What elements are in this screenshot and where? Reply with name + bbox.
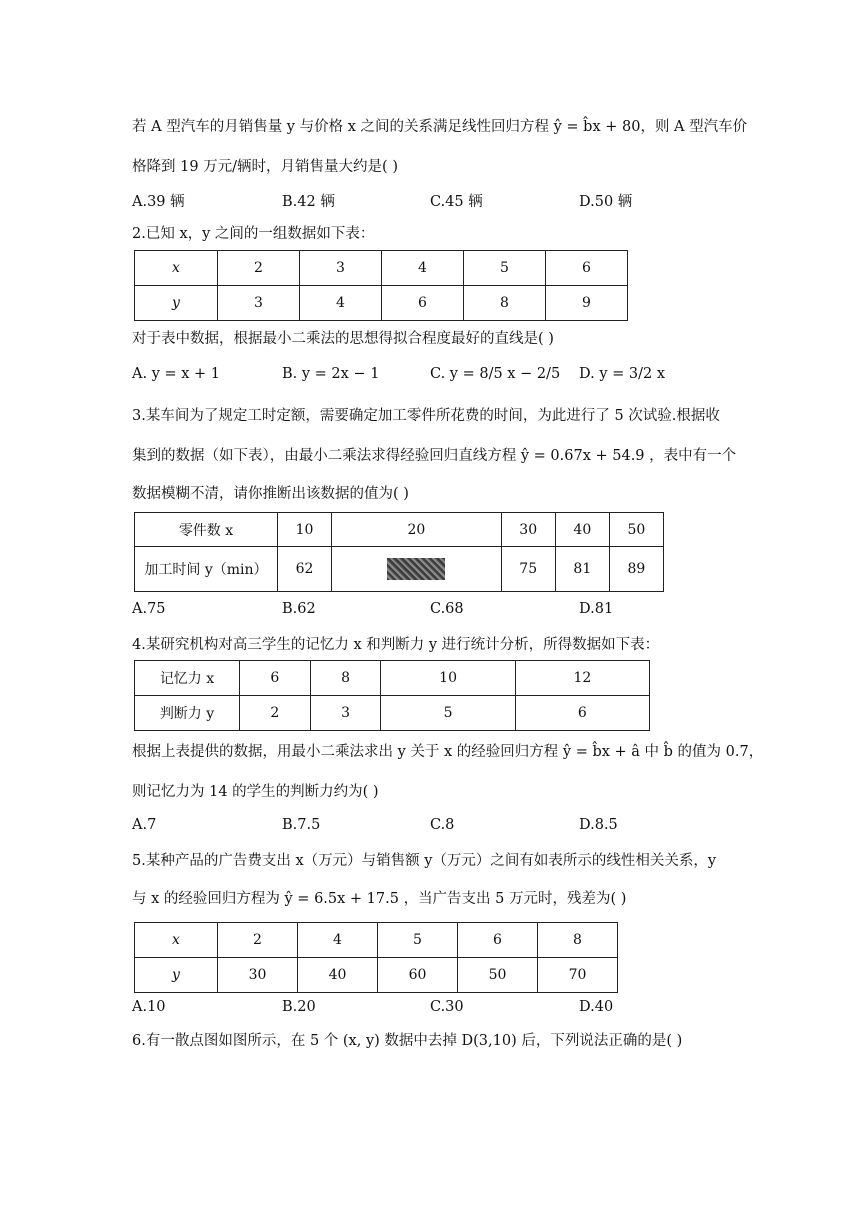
q4-line-2: 则记忆力为 14 的学生的判断力约为( ) <box>132 784 379 800</box>
q5-option-d: D.40 <box>579 999 614 1015</box>
table-row <box>135 661 650 696</box>
q4-option-c: C.8 <box>430 817 455 833</box>
q2-option-b: B. y = 2x − 1 <box>282 366 380 382</box>
q5-option-b: B.20 <box>282 999 316 1015</box>
table-cell: 4 <box>298 923 378 958</box>
q2-option-c: C. y = 8/5 x − 2/5 <box>430 366 561 382</box>
table-cell: x <box>135 923 218 958</box>
table-cell: 81 <box>555 547 609 592</box>
q3-option-a: A.75 <box>132 601 166 617</box>
q3-line-1: 3.某车间为了规定工时定额，需要确定加工零件所花费的时间，为此进行了 5 次试验.根据收 <box>132 408 720 424</box>
table-cell: 8 <box>538 923 618 958</box>
blurred-cell <box>332 547 502 592</box>
q4-option-b: B.7.5 <box>282 817 321 833</box>
q5-option-c: C.30 <box>430 999 464 1015</box>
q3-option-c: C.68 <box>430 601 464 617</box>
table-cell: 10 <box>381 661 515 696</box>
q4-line-1: 根据上表提供的数据，用最小二乘法求出 y 关于 x 的经验回归方程 ŷ = b̂x + â 中 b̂ 的值为 0.7， <box>132 744 764 760</box>
table-cell: 5 <box>378 923 458 958</box>
table-cell: 50 <box>458 958 538 993</box>
q2-stem: 2.已知 x，y 之间的一组数据如下表： <box>132 226 375 242</box>
table-cell: 6 <box>458 923 538 958</box>
table-cell: 10 <box>278 513 332 547</box>
table-cell: 5 <box>464 251 546 286</box>
table-cell: 6 <box>515 696 649 731</box>
table-cell: 60 <box>378 958 458 993</box>
table-cell: 2 <box>240 696 311 731</box>
q2-option-d: D. y = 3/2 x <box>579 366 666 382</box>
q5-data-table <box>134 922 618 993</box>
table-cell: 6 <box>240 661 311 696</box>
table-row <box>135 547 664 592</box>
table-cell: 30 <box>501 513 555 547</box>
q1-option-d: D.50 辆 <box>579 194 633 210</box>
table-cell: 判断力 y <box>135 696 240 731</box>
table-cell: 62 <box>278 547 332 592</box>
table-cell: 记忆力 x <box>135 661 240 696</box>
q5-options <box>132 999 732 1019</box>
q3-option-b: B.62 <box>282 601 316 617</box>
table-cell: 75 <box>501 547 555 592</box>
q3-line-2: 集到的数据（如下表），由最小二乘法求得经验回归直线方程 ŷ = 0.67x + 54.9 ，表中有一个 <box>132 448 737 464</box>
q4-data-table <box>134 660 650 731</box>
q1-line-1: 若 A 型汽车的月销售量 y 与价格 x 之间的关系满足线性回归方程 ŷ = b̂x + 80，则 A 型汽车价 <box>132 119 748 135</box>
table-row <box>135 923 618 958</box>
q5-line-2: 与 x 的经验回归方程为 ŷ = 6.5x + 17.5 ，当广告支出 5 万元时，残差为( ) <box>132 891 627 907</box>
q2-question: 对于表中数据，根据最小二乘法的思想得拟合程度最好的直线是( ) <box>132 331 554 347</box>
q2-data-table <box>134 250 628 321</box>
q3-options <box>132 601 732 621</box>
table-cell: 6 <box>382 286 464 321</box>
q5-option-a: A.10 <box>132 999 166 1015</box>
table-row <box>135 251 628 286</box>
table-row <box>135 958 618 993</box>
table-cell: 加工时间 y（min） <box>135 547 278 592</box>
q1-options <box>132 190 732 210</box>
q1-line-2: 格降到 19 万元/辆时，月销售量大约是( ) <box>132 159 398 175</box>
q6-stem: 6.有一散点图如图所示，在 5 个 (x, y) 数据中去掉 D(3,10) 后，下列说法正确的是( ) <box>132 1033 683 1049</box>
table-row <box>135 696 650 731</box>
table-cell: 40 <box>298 958 378 993</box>
table-cell: 5 <box>381 696 515 731</box>
table-cell: 2 <box>218 251 300 286</box>
table-cell: 3 <box>300 251 382 286</box>
table-cell: 89 <box>609 547 663 592</box>
table-cell: 50 <box>609 513 663 547</box>
q3-line-3: 数据模糊不清，请你推断出该数据的值为( ) <box>132 486 409 502</box>
table-cell: 2 <box>218 923 298 958</box>
table-cell: 4 <box>300 286 382 321</box>
table-cell: 8 <box>464 286 546 321</box>
q1-option-a: A.39 辆 <box>132 194 185 210</box>
table-cell: 12 <box>515 661 649 696</box>
q4-options <box>132 817 732 837</box>
table-cell: 零件数 x <box>135 513 278 547</box>
q3-data-table <box>134 512 664 592</box>
table-cell: 3 <box>310 696 381 731</box>
q4-option-a: A.7 <box>132 817 157 833</box>
q1-option-c: C.45 辆 <box>430 194 483 210</box>
blurred-value <box>387 558 445 580</box>
table-cell: 4 <box>382 251 464 286</box>
table-cell: 8 <box>310 661 381 696</box>
q2-option-a: A. y = x + 1 <box>132 366 221 382</box>
table-cell: y <box>135 958 218 993</box>
q3-option-d: D.81 <box>579 601 614 617</box>
table-cell: x <box>135 251 218 286</box>
table-cell: 6 <box>546 251 628 286</box>
q1-option-b: B.42 辆 <box>282 194 335 210</box>
table-cell: 40 <box>555 513 609 547</box>
q2-options <box>132 366 732 386</box>
table-cell: 20 <box>332 513 502 547</box>
q5-line-1: 5.某种产品的广告费支出 x（万元）与销售额 y（万元）之间有如表所示的线性相关关系，y <box>132 853 717 869</box>
q4-option-d: D.8.5 <box>579 817 618 833</box>
table-cell: 30 <box>218 958 298 993</box>
table-cell: 3 <box>218 286 300 321</box>
table-row <box>135 286 628 321</box>
table-cell: y <box>135 286 218 321</box>
table-cell: 70 <box>538 958 618 993</box>
table-cell: 9 <box>546 286 628 321</box>
q4-stem: 4.某研究机构对高三学生的记忆力 x 和判断力 y 进行统计分析，所得数据如下表： <box>132 637 660 653</box>
table-row <box>135 513 664 547</box>
